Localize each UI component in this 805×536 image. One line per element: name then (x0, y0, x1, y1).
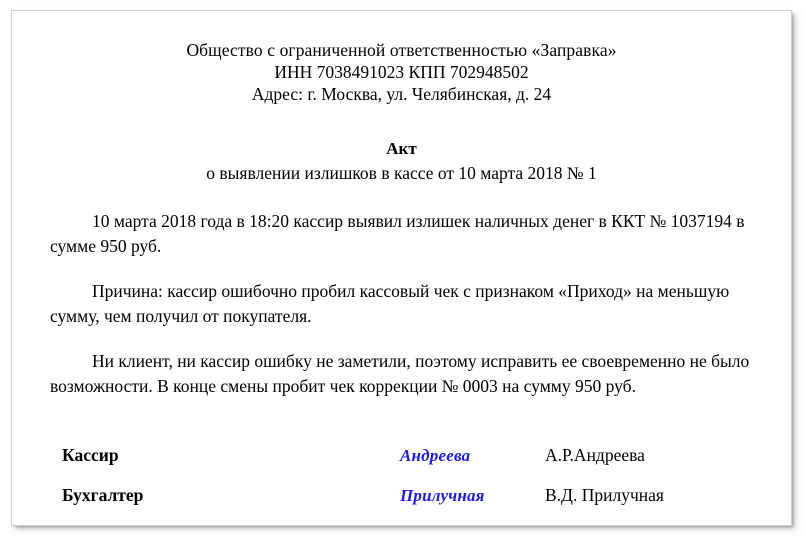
organization-address: Адрес: г. Москва, ул. Челябинская, д. 24 (251, 84, 552, 104)
document-subtitle: о выявлении излишков в кассе от 10 марта 2018 № 1 (206, 163, 597, 183)
signature-role-label: Кассир (62, 445, 119, 465)
handwritten-signature: Андреева (400, 446, 471, 465)
document-content (13, 12, 790, 524)
signature-role-label: Бухгалтер (62, 485, 144, 505)
signatory-name: В.Д. Прилучная (545, 485, 664, 505)
signature-block (13, 445, 790, 524)
body-paragraph: 10 марта 2018 года в 18:20 кассир выявил излишек наличных денег в ККТ № 1037194 в сумме 950 руб. (50, 211, 745, 256)
organization-header (13, 39, 790, 105)
signatory-name: А.Р.Андреева (545, 445, 645, 465)
organization-tax-ids: ИНН 7038491023 КПП 702948502 (274, 62, 529, 82)
document-page (13, 12, 790, 524)
body-paragraph: Причина: кассир ошибочно пробил кассовый чек с признаком «Приход» на меньшую сумму, чем получил от покупателя. (50, 281, 730, 326)
signature-row (62, 445, 760, 485)
signature-row (62, 485, 760, 524)
document-body (13, 209, 790, 399)
organization-name: Общество с ограниченной ответственностью «Заправка» (186, 40, 617, 60)
document-title: Акт (386, 139, 417, 158)
handwritten-signature: Прилучная (400, 486, 485, 505)
document-title-block (13, 138, 790, 185)
body-paragraph: Ни клиент, ни кассир ошибку не заметили, поэтому исправить ее своевременно не было возможности. В конце смены пробит чек коррекции № 0003 на сумму 950 руб. (50, 351, 750, 396)
